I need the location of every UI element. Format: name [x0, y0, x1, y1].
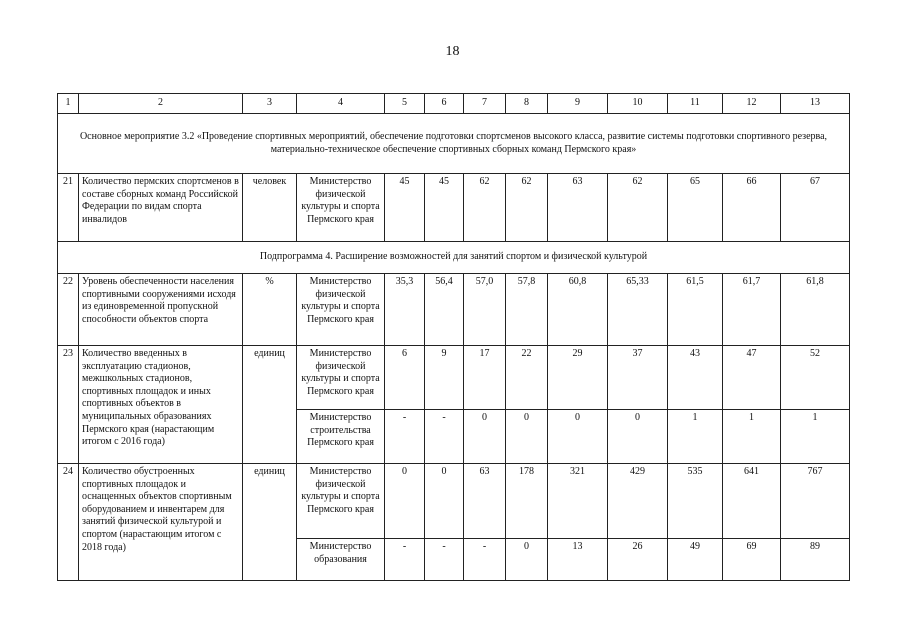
indicator-name: Уровень обеспеченности населения спортивными сооружениями исходя из единовременной пропускной способности объектов спорта	[79, 274, 243, 346]
value-cell: 1	[723, 410, 781, 464]
value-cell: 57,0	[464, 274, 506, 346]
value-cell: 1	[668, 410, 723, 464]
header-cell: 12	[723, 94, 781, 114]
value-cell: 767	[781, 464, 850, 539]
ministry: Министерство образования	[297, 539, 385, 581]
table-row	[58, 346, 850, 410]
value-cell: 0	[464, 410, 506, 464]
ministry: Министерство физической культуры и спорта Пермского края	[297, 346, 385, 410]
header-cell: 13	[781, 94, 850, 114]
value-cell: 1	[781, 410, 850, 464]
value-cell: 29	[548, 346, 608, 410]
value-cell: 0	[425, 464, 464, 539]
value-cell: 22	[506, 346, 548, 410]
value-cell: 0	[548, 410, 608, 464]
table-row	[58, 464, 850, 539]
value-cell: 178	[506, 464, 548, 539]
unit: единиц	[243, 346, 297, 464]
value-cell: 9	[425, 346, 464, 410]
value-cell: 61,8	[781, 274, 850, 346]
value-cell: 49	[668, 539, 723, 581]
value-cell: 67	[781, 174, 850, 242]
value-cell: 61,5	[668, 274, 723, 346]
value-cell: 63	[548, 174, 608, 242]
table-row	[58, 274, 850, 346]
value-cell: 52	[781, 346, 850, 410]
value-cell: 6	[385, 346, 425, 410]
value-cell: 0	[385, 464, 425, 539]
value-cell: 43	[668, 346, 723, 410]
value-cell: 57,8	[506, 274, 548, 346]
header-cell: 3	[243, 94, 297, 114]
value-cell: 63	[464, 464, 506, 539]
ministry: Министерство физической культуры и спорта Пермского края	[297, 174, 385, 242]
unit: единиц	[243, 464, 297, 581]
header-cell: 4	[297, 94, 385, 114]
ministry: Министерство физической культуры и спорта Пермского края	[297, 274, 385, 346]
value-cell: 60,8	[548, 274, 608, 346]
value-cell: 35,3	[385, 274, 425, 346]
value-cell: 89	[781, 539, 850, 581]
value-cell: 47	[723, 346, 781, 410]
value-cell: 37	[608, 346, 668, 410]
header-cell: 9	[548, 94, 608, 114]
indicator-name: Количество пермских спортсменов в составе сборных команд Российской Федерации по видам спорта инвалидов	[79, 174, 243, 242]
row-number: 23	[58, 346, 79, 464]
indicator-name: Количество обустроенных спортивных площадок и оснащенных объектов спортивным оборудованием и инвентарем для занятий физической культурой и спортом (нарастающим итогом с 2018 года)	[79, 464, 243, 581]
value-cell: 0	[506, 410, 548, 464]
value-cell: 69	[723, 539, 781, 581]
row-number: 21	[58, 174, 79, 242]
header-cell: 7	[464, 94, 506, 114]
value-cell: 641	[723, 464, 781, 539]
value-cell: 61,7	[723, 274, 781, 346]
value-cell: 0	[608, 410, 668, 464]
value-cell: 429	[608, 464, 668, 539]
value-cell: 321	[548, 464, 608, 539]
value-cell: 535	[668, 464, 723, 539]
indicators-table	[57, 93, 850, 581]
value-cell: 13	[548, 539, 608, 581]
value-cell: 56,4	[425, 274, 464, 346]
unit: человек	[243, 174, 297, 242]
section-row	[58, 114, 850, 174]
header-cell: 8	[506, 94, 548, 114]
value-cell: 62	[608, 174, 668, 242]
value-cell: -	[385, 410, 425, 464]
value-cell: 45	[385, 174, 425, 242]
header-cell: 11	[668, 94, 723, 114]
unit: %	[243, 274, 297, 346]
section-row	[58, 242, 850, 274]
value-cell: 17	[464, 346, 506, 410]
indicator-name: Количество введенных в эксплуатацию стадионов, межшкольных стадионов, спортивных площадок и иных спортивных объектов в муниципальных образованиях Пермского края (нарастающим итогом с 2016 года)	[79, 346, 243, 464]
header-cell: 10	[608, 94, 668, 114]
table-row	[58, 174, 850, 242]
section-title-event-3-2: Основное мероприятие 3.2 «Проведение спортивных мероприятий, обеспечение подготовки спортсменов высокого класса, развитие системы подготовки спортивного резерва, материально-техническое обеспечение спортивных сборных команд Пермского края»	[58, 114, 850, 174]
value-cell: -	[425, 539, 464, 581]
value-cell: 0	[506, 539, 548, 581]
value-cell: 26	[608, 539, 668, 581]
header-cell: 1	[58, 94, 79, 114]
section-title-subprogram-4: Подпрограмма 4. Расширение возможностей для занятий спортом и физической культурой	[58, 242, 850, 274]
ministry: Министерство физической культуры и спорта Пермского края	[297, 464, 385, 539]
value-cell: -	[425, 410, 464, 464]
header-cell: 6	[425, 94, 464, 114]
value-cell: 62	[464, 174, 506, 242]
value-cell: 45	[425, 174, 464, 242]
header-cell: 2	[79, 94, 243, 114]
page-number: 18	[445, 44, 460, 59]
row-number: 24	[58, 464, 79, 581]
value-cell: -	[385, 539, 425, 581]
value-cell: 65	[668, 174, 723, 242]
value-cell: 65,33	[608, 274, 668, 346]
value-cell: 66	[723, 174, 781, 242]
table-header-row	[58, 94, 850, 114]
value-cell: 62	[506, 174, 548, 242]
ministry: Министерство строительства Пермского края	[297, 410, 385, 464]
value-cell: -	[464, 539, 506, 581]
header-cell: 5	[385, 94, 425, 114]
row-number: 22	[58, 274, 79, 346]
